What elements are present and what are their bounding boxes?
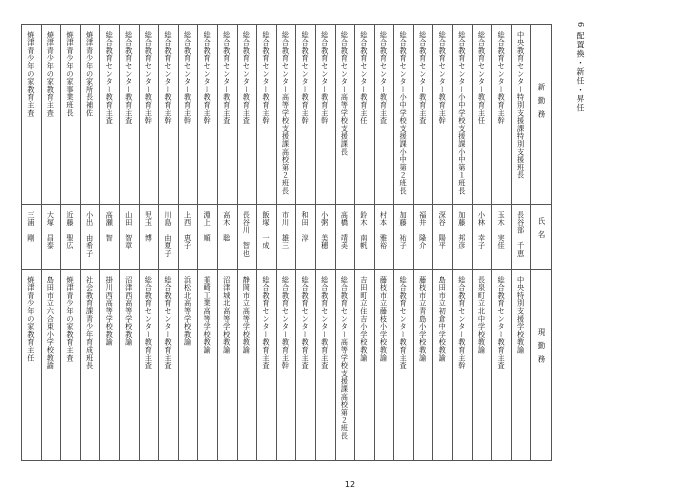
new-post-cell [394, 25, 414, 205]
new-post-cell [492, 25, 512, 205]
current-post-cell-text: 掛川西高等学校教諭 [105, 276, 115, 347]
current-post-cell [453, 270, 473, 461]
new-post-cell-text: 総合教育センター教育主査 [105, 31, 115, 125]
new-post-cell [198, 25, 218, 205]
current-post-cell [257, 270, 277, 461]
name-cell-text: 村本 雅裕 [379, 211, 389, 250]
name-cell [41, 205, 61, 270]
new-post-cell [41, 25, 61, 205]
current-post-cell [119, 270, 139, 461]
new-post-cell-text: 焼津青少年の家事業班長 [65, 31, 75, 117]
new-post-cell-text: 総合教育センター高等学校支援課高校第２班長 [281, 31, 291, 195]
new-post-cell [119, 25, 139, 205]
name-cell-text: 加藤 祐子 [399, 211, 409, 250]
current-post-cell-text: 総合教育センター教育主査 [320, 276, 330, 370]
new-post-cell [80, 25, 100, 205]
name-cell [276, 205, 296, 270]
current-post-cell-text: 総合教育センター教育主査 [497, 276, 507, 370]
current-post-cell [296, 270, 316, 461]
new-post-cell [335, 25, 355, 205]
current-post-cell-text: 社会教育課青少年育成班長 [85, 276, 95, 370]
section-number: 6 [576, 22, 585, 29]
current-post-cell-text: 総合教育センター高等学校支援課高校第２班長 [340, 276, 350, 440]
new-post-cell-text: 総合教育センター教育主幹 [320, 31, 330, 125]
current-post-cell-text: 吉田町立住吉小学校教諭 [359, 276, 369, 362]
name-cell-text: 和田 淳 [301, 211, 311, 242]
name-cell-text: 山田 智章 [124, 211, 134, 250]
current-post-cell-text: 島田市立六合東小学校教諭 [46, 276, 56, 370]
current-post-cell [394, 270, 414, 461]
current-post-cell [433, 270, 453, 461]
section-title: 配置換・新任・昇任 [576, 31, 585, 113]
new-post-cell-text: 総合教育センター教育主査 [124, 31, 134, 125]
name-cell-text: 三浦 剛 [26, 211, 36, 242]
new-post-cell-text: 総合教育センター教育主幹 [203, 31, 213, 125]
name-cell [413, 205, 433, 270]
current-post-cell [139, 270, 159, 461]
name-cell [217, 205, 237, 270]
new-post-cell [139, 25, 159, 205]
new-post-cell [453, 25, 473, 205]
new-post-cell-text: 総合教育センター教育主任 [477, 31, 487, 125]
new-post-cell-text: 総合教育センター教育主査 [379, 31, 389, 125]
new-post-row [22, 25, 552, 205]
current-post-cell-text: 沼津城北高等学校教諭 [222, 276, 232, 354]
current-post-cell-text: 沼津西高等学校教諭 [124, 276, 134, 347]
new-post-cell [276, 25, 296, 205]
current-post-cell-text: 焼津青少年の家教育主査 [65, 276, 75, 362]
new-post-cell [315, 25, 335, 205]
new-post-cell [374, 25, 394, 205]
current-post-cell [355, 270, 375, 461]
current-post-cell-text: 浜松北高等学校教諭 [183, 276, 193, 347]
current-post-cell [41, 270, 61, 461]
new-post-cell [511, 25, 531, 205]
name-cell-text: 小林 幸子 [477, 211, 487, 250]
new-post-cell-text: 総合教育センター教育主査 [242, 31, 252, 125]
name-cell [22, 205, 42, 270]
current-post-cell-text: 総合教育センター教育主査 [399, 276, 409, 370]
current-post-cell-text: 総合教育センター教育主幹 [281, 276, 291, 370]
name-cell [257, 205, 277, 270]
new-post-cell-text: 総合教育センター教育主査 [222, 31, 232, 125]
name-cell [315, 205, 335, 270]
current-post-cell-text: 長泉町立北中学校教諭 [477, 276, 487, 354]
new-post-cell [100, 25, 120, 205]
new-post-cell [355, 25, 375, 205]
name-cell-text: 高瀬 智 [105, 211, 115, 242]
new-post-cell [217, 25, 237, 205]
new-post-cell [257, 25, 277, 205]
new-post-cell-text: 焼津青少年の家所長補佐 [85, 31, 95, 117]
current-post-cell [178, 270, 198, 461]
new-post-cell-text: 総合教育センター教育主幹 [438, 31, 448, 125]
current-post-cell-text: 藤枝市立青島小学校教諭 [418, 276, 428, 362]
new-post-cell-text: 総合教育センター教育主任 [359, 31, 369, 125]
new-post-cell [22, 25, 42, 205]
new-post-cell-text: 総合教育センター教育主幹 [144, 31, 154, 125]
new-post-cell-text: 焼津青少年の家教育主査 [46, 31, 56, 117]
current-post-cell [413, 270, 433, 461]
current-post-cell [315, 270, 335, 461]
name-cell-text: 近藤 聖広 [65, 211, 75, 250]
current-post-cell-text: 総合教育センター教育主査 [261, 276, 271, 370]
current-post-cell [237, 270, 257, 461]
name-cell-text: 淵上 順 [203, 211, 213, 242]
name-cell-text: 市川 雄三 [281, 211, 291, 250]
new-post-cell-text: 総合教育センター教育主幹 [163, 31, 173, 125]
header-current-post [531, 270, 552, 461]
new-post-cell [472, 25, 492, 205]
current-post-cell [159, 270, 179, 461]
name-cell-text: 小出 由希子 [85, 211, 95, 258]
header-name-label: 氏名 [536, 217, 546, 244]
name-cell-text: 高木 聡 [222, 211, 232, 242]
name-cell-text: 飯塚 一成 [261, 211, 271, 250]
current-post-cell [276, 270, 296, 461]
name-cell-text: 上西 恵子 [183, 211, 193, 250]
current-post-cell-text: 静岡市立高等学校教諭 [242, 276, 252, 354]
personnel-table [21, 24, 552, 461]
name-cell-text: 大塚 昌泰 [46, 211, 56, 250]
name-cell [472, 205, 492, 270]
name-cell-text: 長谷川 智也 [242, 211, 252, 258]
name-cell-text: 高橋 靖美 [340, 211, 350, 250]
name-cell [511, 205, 531, 270]
current-post-cell-text: 藤枝市立藤枝小学校教諭 [379, 276, 389, 362]
name-cell [139, 205, 159, 270]
name-cell [394, 205, 414, 270]
current-post-cell [80, 270, 100, 461]
current-post-cell [198, 270, 218, 461]
section-heading [568, 22, 586, 113]
name-cell [80, 205, 100, 270]
name-cell [374, 205, 394, 270]
new-post-cell [61, 25, 81, 205]
current-post-row [22, 270, 552, 461]
name-cell [335, 205, 355, 270]
new-post-cell-text: 中央教育センター特別支援課特別支援班長 [516, 31, 526, 180]
page-number: 12 [344, 480, 356, 489]
current-post-cell-text: 島田市立初倉中学校教諭 [438, 276, 448, 362]
header-name [531, 205, 552, 270]
new-post-cell-text: 総合教育センター教育主幹 [183, 31, 193, 125]
name-cell-text: 小粥 美穂 [320, 211, 330, 250]
current-post-cell [100, 270, 120, 461]
current-post-cell [217, 270, 237, 461]
name-cell-text: 福井 隆介 [418, 211, 428, 250]
name-cell-text: 児玉 博 [144, 211, 154, 242]
current-post-cell-text: 総合教育センター教育主査 [163, 276, 173, 370]
name-cell [119, 205, 139, 270]
header-new-post [531, 25, 552, 205]
new-post-cell-text: 総合教育センター教育主幹 [497, 31, 507, 125]
current-post-cell [22, 270, 42, 461]
header-current-post-label: 現勤務 [536, 328, 546, 369]
name-cell [237, 205, 257, 270]
current-post-cell-text: 中央特別支援学校教諭 [516, 276, 526, 354]
new-post-cell-text: 総合教育センター小中学校支援課小中第２班長 [399, 31, 409, 195]
current-post-cell [335, 270, 355, 461]
current-post-cell [511, 270, 531, 461]
current-post-cell [492, 270, 512, 461]
name-cell [453, 205, 473, 270]
name-cell-text: 玉木 実佳 [497, 211, 507, 250]
name-cell-text: 川島 由夏子 [163, 211, 173, 258]
new-post-cell-text: 総合教育センター高等学校支援課長 [340, 31, 350, 156]
new-post-cell [433, 25, 453, 205]
name-cell [492, 205, 512, 270]
name-cell [296, 205, 316, 270]
name-cell-text: 深谷 陽平 [438, 211, 448, 250]
header-new-post-label: 新勤務 [536, 83, 546, 124]
new-post-cell [237, 25, 257, 205]
name-cell [61, 205, 81, 270]
current-post-cell-text: 総合教育センター教育主査 [144, 276, 154, 370]
name-cell [355, 205, 375, 270]
current-post-cell-text: 韮崎工業高等学校教諭 [203, 276, 213, 354]
new-post-cell [178, 25, 198, 205]
name-cell-text: 加藤 邦彦 [457, 211, 467, 250]
name-cell-text: 鈴木 南帆 [359, 211, 369, 250]
new-post-cell-text: 総合教育センター小中学校支援課小中第１班長 [457, 31, 467, 195]
current-post-cell [374, 270, 394, 461]
new-post-cell [296, 25, 316, 205]
name-row [22, 205, 552, 270]
new-post-cell [413, 25, 433, 205]
name-cell [159, 205, 179, 270]
current-post-cell [472, 270, 492, 461]
new-post-cell-text: 総合教育センター教育主査 [418, 31, 428, 125]
new-post-cell-text: 総合教育センター教育主幹 [301, 31, 311, 125]
name-cell [178, 205, 198, 270]
new-post-cell [159, 25, 179, 205]
current-post-cell-text: 焼津青少年の家教育主任 [26, 276, 36, 362]
new-post-cell-text: 総合教育センター教育主幹 [261, 31, 271, 125]
current-post-cell [61, 270, 81, 461]
current-post-cell-text: 総合教育センター教育主幹 [457, 276, 467, 370]
new-post-cell-text: 焼津青少年の家教育主査 [26, 31, 36, 117]
name-cell [198, 205, 218, 270]
name-cell [100, 205, 120, 270]
name-cell [433, 205, 453, 270]
current-post-cell-text: 総合教育センター教育主査 [301, 276, 311, 370]
name-cell-text: 長谷部 千恵 [516, 211, 526, 258]
